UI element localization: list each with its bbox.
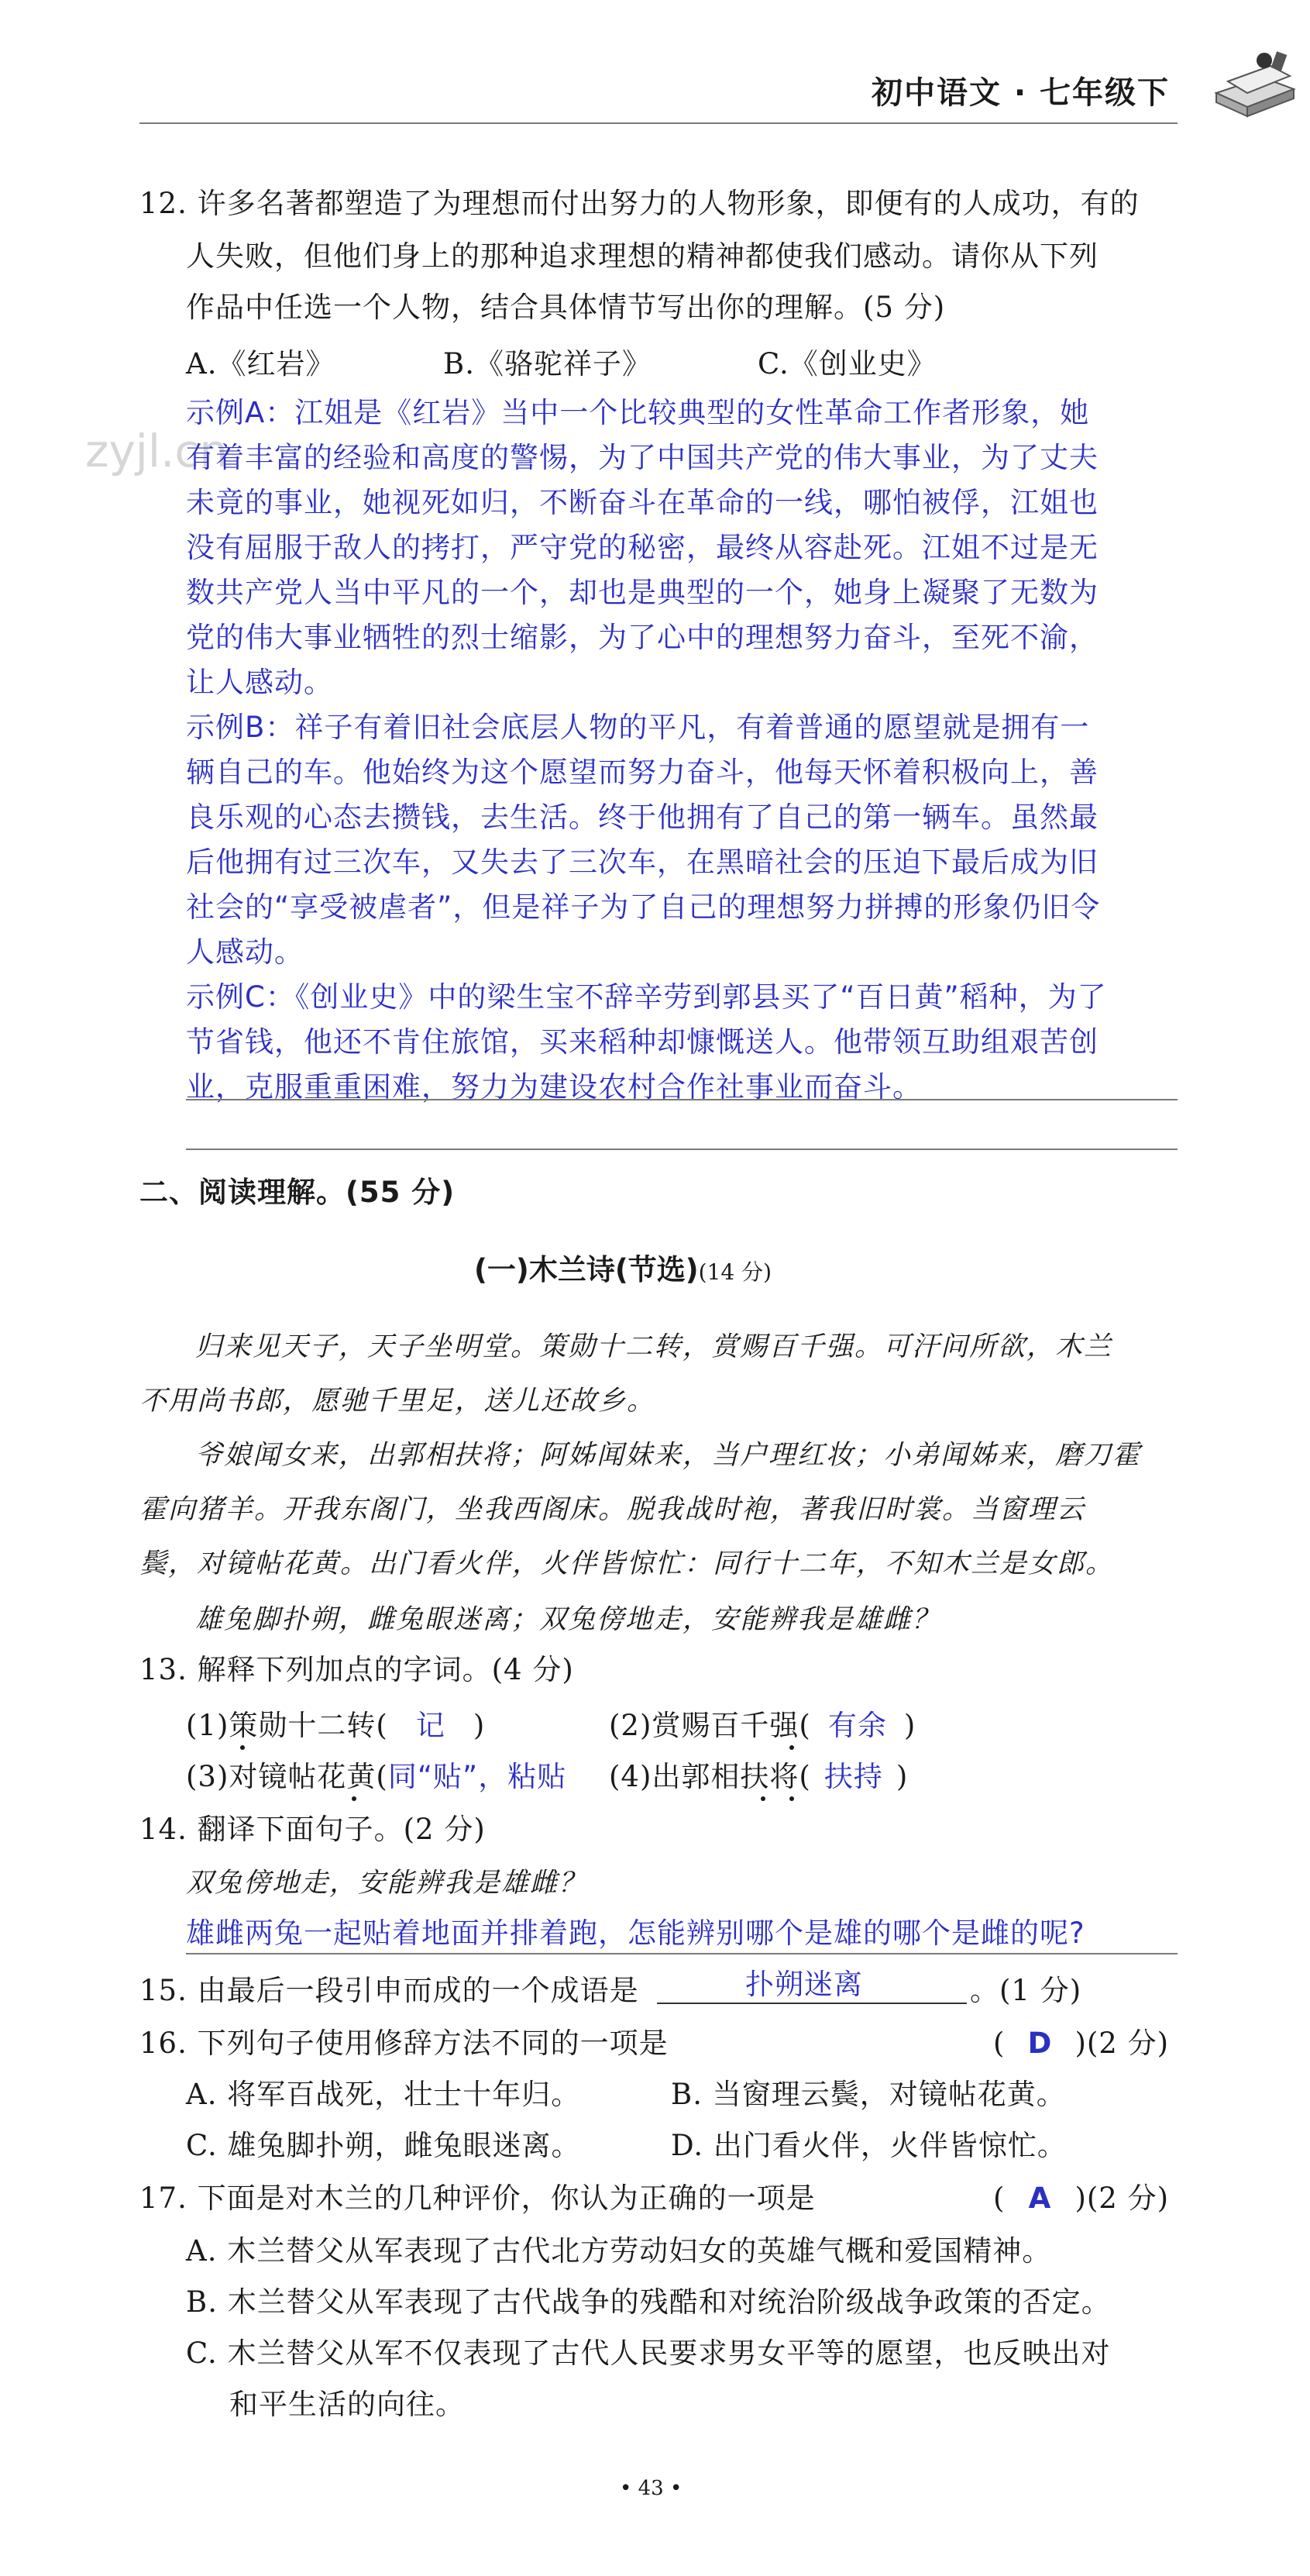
answer-rule (186, 1149, 1178, 1150)
answer-line: 数共产党人当中平凡的一个，却也是典型的一个，她身上凝聚了无数为 (186, 576, 1099, 609)
q13-close: ) (903, 1709, 916, 1742)
answer-line: 让人感动。 (186, 666, 333, 699)
q14-answer: 雄雌两兔一起贴着地面并排着跑，怎能辨别哪个是雄的哪个是雌的呢? (186, 1917, 1085, 1950)
poem-line: 爷娘闻女来，出郭相扶将；阿姊闻妹来，当户理红妆；小弟闻姊来，磨刀霍 (195, 1440, 1142, 1471)
q15-tail: 。(1 分) (970, 1974, 1082, 2007)
passage-score: (14 分) (698, 1259, 772, 1285)
answer-line: 人感动。 (186, 935, 304, 969)
blank-line (657, 2003, 967, 2004)
poem-text (139, 1325, 1178, 1651)
poem-line: 鬓，对镜帖花黄。出门看火伴，火伴皆惊忙：同行十二年，不知木兰是女郎。 (139, 1548, 1115, 1579)
answer-line: 未竟的事业，她视死如归，不断奋斗在革命的一线，哪怕被俘，江姐也 (186, 486, 1099, 519)
q12-line: 作品中任选一个人物，结合具体情节写出你的理解。(5 分) (186, 291, 946, 324)
q17-choice: ( A )(2 分) (993, 2182, 1170, 2215)
q12-line: 人失败，但他们身上的那种追求理想的精神都使我们感动。请你从下列 (186, 239, 1099, 273)
answer-line: 良乐观的心态去攒钱，去生活。终于他拥有了自己的第一辆车。虽然最 (186, 801, 1099, 834)
q13-item (186, 1702, 485, 1744)
q12-option-c: C.《创业史》 (758, 347, 937, 381)
q12-option-b: B.《骆驼祥子》 (443, 347, 652, 381)
answer-line: 党的伟大事业牺牲的烈士缩影，为了心中的理想努力奋斗，至死不渝， (186, 621, 1099, 654)
q17-option: C. 木兰替父从军不仅表现了古代人民要求男女平等的愿望，也反映出对 (186, 2337, 1111, 2370)
q13-answer: 同“贴”，粘贴 (387, 1760, 567, 1793)
q12-option-a: A.《红岩》 (186, 347, 335, 381)
q12-line: 12. 许多名著都塑造了为理想而付出努力的人物形象，即便有的人成功，有的 (139, 187, 1140, 220)
watermark: zyjl.cn (85, 425, 229, 477)
q12-stem (139, 180, 1224, 335)
answer-rule (186, 1953, 1178, 1954)
passage-title (474, 1246, 772, 1288)
q13-answer: 记 (415, 1709, 445, 1742)
emphasis-dot (761, 1796, 765, 1801)
poem-line: 不用尚书郎，愿驰千里足，送儿还故乡。 (139, 1386, 656, 1417)
q13-close: ) (896, 1760, 909, 1793)
answer-line: 示例C：《创业史》中的梁生宝不辞辛劳到郭县买了“百日黄”稻种，为了 (186, 980, 1107, 1014)
q17-score: (2 分) (1086, 2182, 1170, 2215)
q13-item-label: (2)赏赐百千强( (609, 1709, 811, 1742)
emphasis-dot (789, 1796, 794, 1801)
header-title: 初中语文 · 七年级下 (872, 75, 1171, 111)
book-stack-icon (1209, 39, 1301, 124)
poem-line: 雄兔脚扑朔，雌兔眼迷离；双兔傍地走，安能辨我是雄雌？ (195, 1604, 941, 1635)
q13-item (186, 1753, 566, 1795)
q17-stem: 17. 下面是对木兰的几种评价，你认为正确的一项是 (139, 2182, 816, 2215)
page-number: • 43 • (620, 2477, 683, 2500)
answer-line: 没有屈服于敌人的拷打，严守党的秘密，最终从容赴死。江姐不过是无 (186, 531, 1099, 564)
q15-stem: 15. 由最后一段引申而成的一个成语是 (139, 1974, 639, 2007)
q13-item (609, 1702, 916, 1744)
q16-answer: D (1027, 2027, 1053, 2060)
q17-option: B. 木兰替父从军表现了古代战争的残酷和对统治阶级战争政策的否定。 (186, 2285, 1111, 2319)
q13-item (609, 1753, 908, 1795)
q13-item-label: (3)对镜帖花黄( (186, 1760, 388, 1793)
section-heading: 二、阅读理解。(55 分) (139, 1176, 456, 1209)
q13-answer: 有余 (827, 1709, 887, 1742)
q17-option: 和平生活的向往。 (229, 2388, 465, 2421)
emphasis-dot (352, 1796, 356, 1801)
emphasis-dot (240, 1745, 245, 1750)
q13-answer: 扶持 (823, 1760, 883, 1793)
answer-line: 示例A：江姐是《红岩》当中一个比较典型的女性革命工作者形象，她 (186, 396, 1090, 429)
q17-answer: A (1028, 2182, 1052, 2215)
q16-score: (2 分) (1086, 2027, 1170, 2060)
q17-option: A. 木兰替父从军表现了古代北方劳动妇女的英雄气概和爱国精神。 (186, 2234, 1052, 2268)
q16-stem: 16. 下列句子使用修辞方法不同的一项是 (139, 2027, 669, 2060)
passage-title-text: (一)木兰诗(节选) (474, 1253, 699, 1286)
answer-line: 社会的“享受被虐者”，但是祥子为了自己的理想努力拼搏的形象仍旧令 (186, 890, 1101, 924)
q13-stem: 13. 解释下列加点的字词。(4 分) (139, 1653, 574, 1686)
q16-choice: ( D )(2 分) (993, 2027, 1170, 2060)
answer-line: 节省钱，他还不肯住旅馆，买来稻种却慷慨送人。他带领互助组艰苦创 (186, 1025, 1099, 1059)
q12-answer (186, 389, 1193, 1110)
q13-item-label: (1)策勋十二转( (186, 1709, 388, 1742)
q13-item-label: (4)出郭相扶将( (609, 1760, 811, 1793)
q14-stem: 14. 翻译下面句子。(2 分) (139, 1813, 486, 1846)
poem-line: 归来见天子，天子坐明堂。策勋十二转，赏赐百千强。可汗问所欲，木兰 (195, 1331, 1113, 1362)
answer-line: 有着丰富的经验和高度的警惕，为了中国共产党的伟大事业，为了丈夫 (186, 441, 1099, 474)
answer-line: 后他拥有过三次车，又失去了三次车，在黑暗社会的压迫下最后成为旧 (186, 845, 1099, 879)
q13-close: ) (473, 1709, 486, 1742)
answer-line: 示例B：祥子有着旧社会底层人物的平凡，有着普通的愿望就是拥有一 (186, 711, 1090, 744)
q16-option: D. 出门看火伴，火伴皆惊忙。 (671, 2129, 1067, 2162)
q16-option: A. 将军百战死，壮士十年归。 (186, 2078, 581, 2111)
answer-line: 业，克服重重困难，努力为建设农村合作社事业而奋斗。 (186, 1070, 922, 1104)
answer-rule (186, 1099, 1178, 1100)
q14-sentence: 双兔傍地走，安能辨我是雄雌？ (186, 1868, 588, 1899)
header-rule (139, 122, 1178, 124)
q16-option: B. 当窗理云鬓，对镜帖花黄。 (671, 2078, 1066, 2111)
poem-line: 霍向猪羊。开我东阁门，坐我西阁床。脱我战时袍，著我旧时裳。当窗理云 (139, 1494, 1086, 1525)
q15-answer: 扑朔迷离 (745, 1968, 863, 2001)
q16-option: C. 雄兔脚扑朔，雌兔眼迷离。 (186, 2129, 581, 2162)
answer-line: 辆自己的车。他始终为这个愿望而努力奋斗，他每天怀着积极向上，善 (186, 756, 1099, 789)
emphasis-dot (789, 1745, 794, 1750)
